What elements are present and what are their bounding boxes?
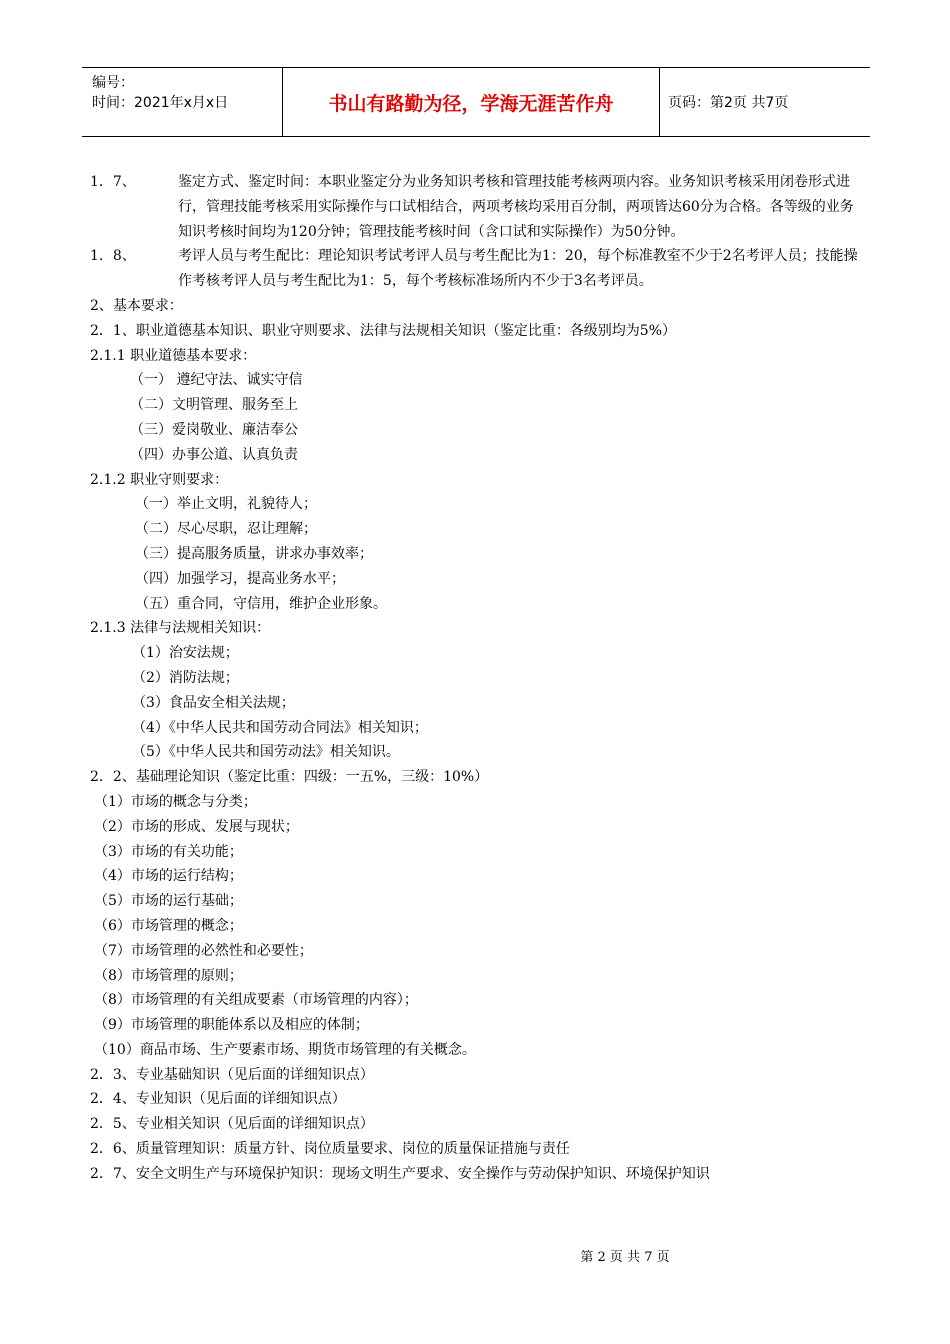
section-heading: 2．2、基础理论知识（鉴定比重：四级：一五%，三级：10%） (90, 769, 489, 786)
list-item: （2）市场的形成、发展与现状； (94, 818, 299, 835)
document-body (90, 170, 860, 1187)
list-item: （7）市场管理的必然性和必要性； (94, 942, 313, 959)
section-heading: 2．3、专业基础知识（见后面的详细知识点） (90, 1066, 374, 1083)
list-item: （8）市场管理的有关组成要素（市场管理的内容）； (94, 992, 418, 1009)
page-footer: 第 2 页 共 7 页 (580, 1250, 670, 1265)
list-item: （三）提高服务质量，讲求办事效率； (135, 545, 373, 562)
list-item: （3）市场的有关功能； (94, 843, 243, 860)
list-item: （一）举止文明，礼貌待人； (135, 496, 317, 513)
list-item: （3）食品安全相关法规； (132, 694, 295, 711)
list-item: （10）商品市场、生产要素市场、期货市场管理的有关概念。 (94, 1041, 476, 1058)
date-label: 时间：2021年x月x日 (92, 95, 229, 111)
subsection-heading: 2.1.2 职业守则要求： (90, 471, 229, 488)
section-heading: 2、基本要求： (90, 297, 183, 314)
list-item: （4）《中华人民共和国劳动合同法》相关知识； (132, 719, 428, 736)
header-motto: 书山有路勤为径，学海无涯苦作舟 (282, 68, 660, 136)
item-number: 1．8、 (90, 248, 136, 265)
section-heading: 2．6、质量管理知识：质量方针、岗位质量要求、岗位的质量保证措施与责任 (90, 1141, 570, 1158)
list-item: （一） 遵纪守法、诚实守信 (130, 372, 303, 389)
subsection-heading: 2.1.1 职业道德基本要求： (90, 347, 257, 364)
list-item: （1）市场的概念与分类； (94, 793, 257, 810)
header-meta (82, 68, 282, 136)
list-item: （二）尽心尽职，忍让理解； (135, 521, 317, 538)
list-item: （三）爱岗敬业、廉洁奉公 (130, 421, 298, 438)
list-item: （四）加强学习，提高业务水平； (135, 570, 345, 587)
list-item: （9）市场管理的职能体系以及相应的体制； (94, 1017, 369, 1034)
item-text: 鉴定方式、鉴定时间：本职业鉴定分为业务知识考核和管理技能考核两项内容。业务知识考核采用闭卷形式进行，管理技能考核采用实际操作与口试相结合，两项考核均采用百分制，两项皆达60分为合格。各等级的业务知识考核时间均为120分钟；管理技能考核时间（含口试和实际操作）为50分钟。 (178, 174, 854, 240)
section-heading: 2．1、职业道德基本知识、职业守则要求、法律与法规相关知识（鉴定比重：各级别均为5%） (90, 322, 677, 339)
list-item: （1）治安法规； (132, 645, 239, 662)
header-page-info: 页码：第2页 共7页 (668, 95, 789, 111)
item-number: 1．7、 (90, 174, 136, 190)
number-label: 编号： (92, 75, 134, 91)
section-heading: 2．5、专业相关知识（见后面的详细知识点） (90, 1116, 374, 1133)
list-item: （5）市场的运行基础； (94, 893, 243, 910)
list-item: （5）《中华人民共和国劳动法》相关知识。 (132, 744, 400, 761)
list-item: （四）办事公道、认真负责 (130, 446, 298, 463)
section-heading: 2．7、安全文明生产与环境保护知识：现场文明生产要求、安全操作与劳动保护知识、环境保护知识 (90, 1165, 710, 1182)
list-item: （8）市场管理的原则； (94, 967, 243, 984)
list-item: （五）重合同，守信用，维护企业形象。 (135, 595, 387, 612)
list-item: （2）消防法规； (132, 669, 239, 686)
list-item: （二）文明管理、服务至上 (130, 397, 298, 414)
subsection-heading: 2.1.3 法律与法规相关知识： (90, 620, 271, 637)
list-item: （4）市场的运行结构； (94, 868, 243, 885)
section-item-1-7 (90, 170, 860, 244)
section-heading: 2．4、专业知识（见后面的详细知识点） (90, 1091, 346, 1108)
section-item-1-8 (90, 244, 860, 294)
page-header (82, 67, 870, 137)
list-item: （6）市场管理的概念； (94, 917, 243, 934)
item-text: 考评人员与考生配比：理论知识考试考评人员与考生配比为1：20，每个标准教室不少于2名考评人员；技能操作考核考评人员与考生配比为1：5，每个考核标准场所内不少于3名考评员。 (178, 248, 858, 290)
